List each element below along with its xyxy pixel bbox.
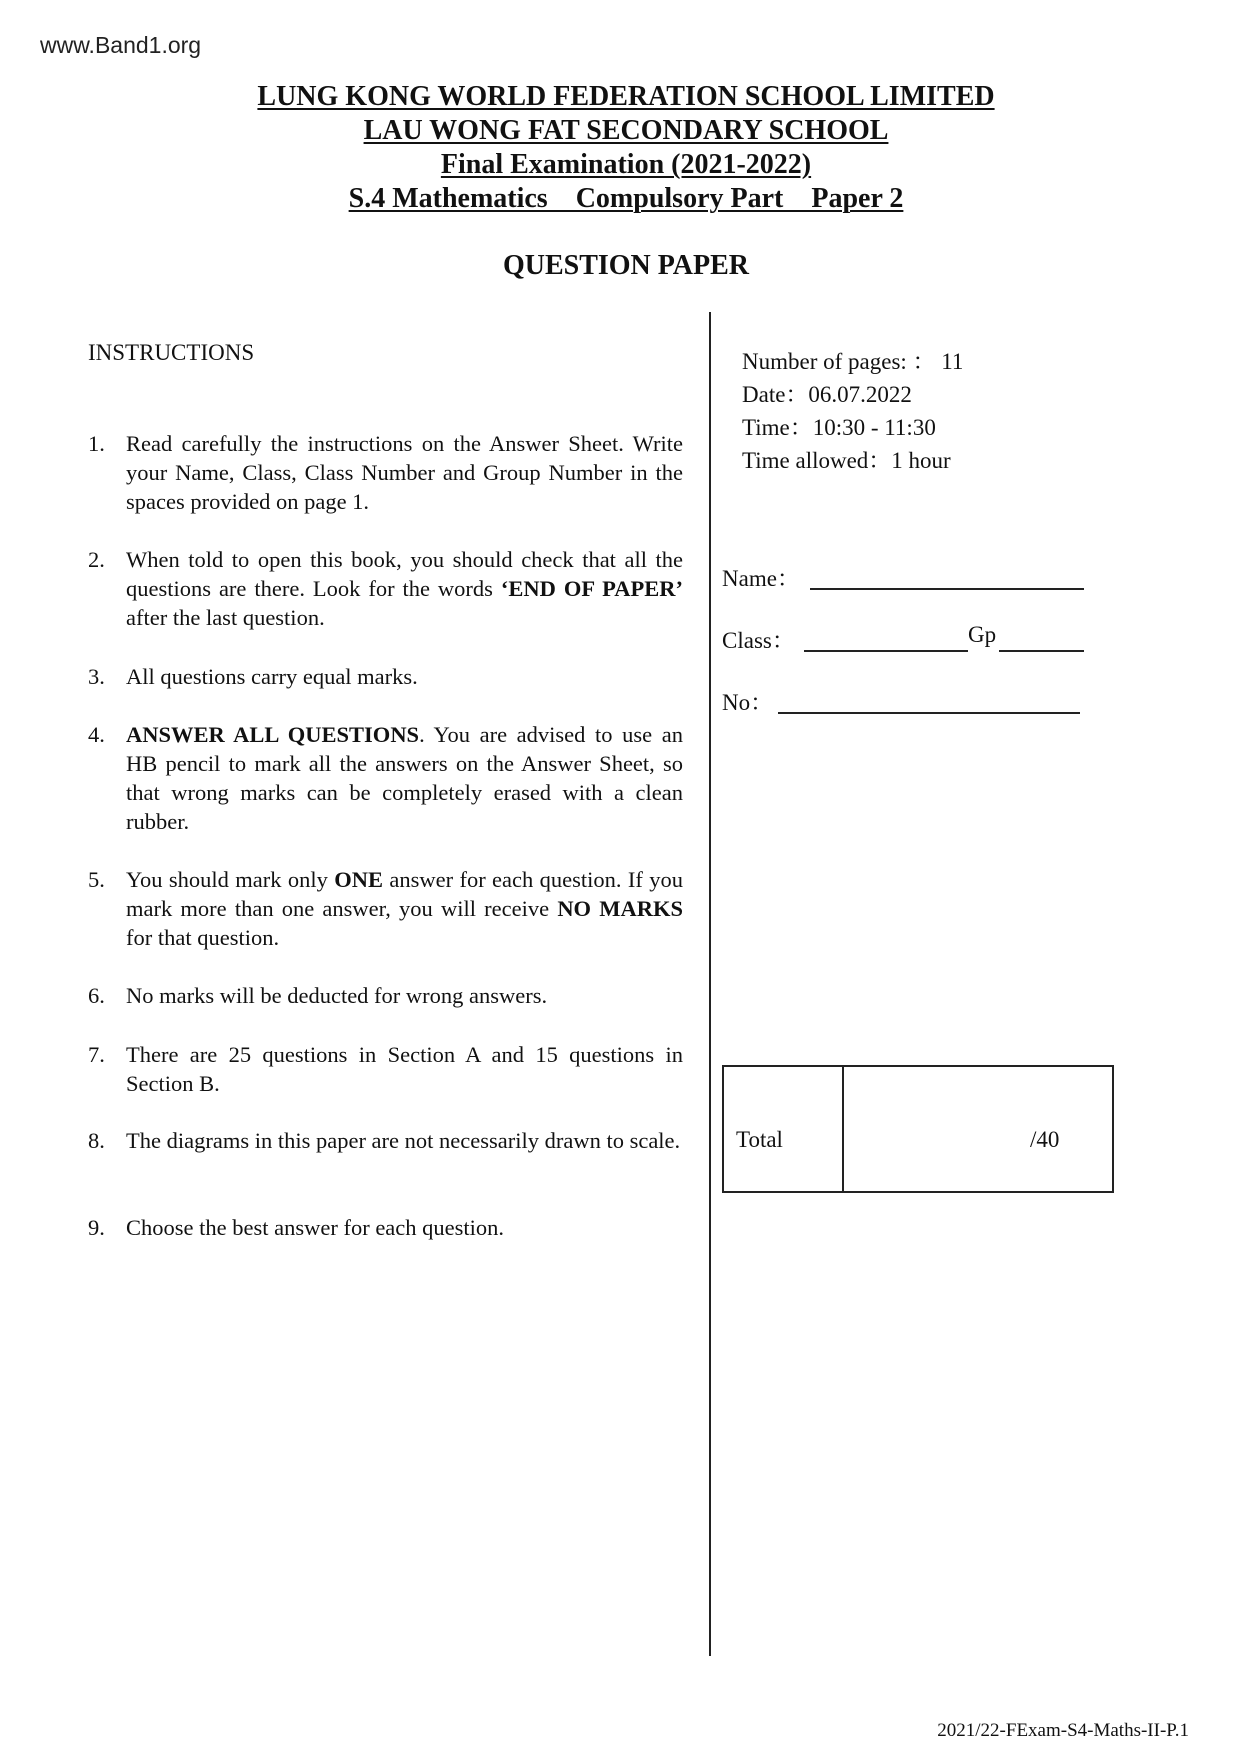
exam-title [0, 148, 1240, 182]
school-title [0, 80, 1240, 114]
exam-name: Final Examination (2021-2022) [440, 149, 812, 180]
number-field[interactable] [722, 684, 1092, 716]
number-label: No： [722, 690, 774, 715]
instruction-item [88, 545, 683, 632]
page-footer: 2021/22-FExam-S4-Maths-II-P.1 [937, 1720, 1189, 1741]
instruction-text: There are 25 questions in Section A and 15 questions in Section B. [126, 1042, 683, 1096]
time-allowed: Time allowed：1 hour [742, 448, 951, 473]
number-line[interactable] [778, 712, 1080, 714]
instruction-number: 7. [88, 1042, 105, 1067]
instruction-number: 5. [88, 867, 105, 892]
school-name: LUNG KONG WORLD FEDERATION SCHOOL LIMITED [257, 81, 995, 112]
group-line[interactable] [999, 650, 1084, 652]
total-box-divider [842, 1067, 844, 1191]
instruction-item [88, 429, 683, 516]
instruction-text: Read carefully the instructions on the Answer Sheet. Write your Name, Class, Class Number and Group Number in the spaces provided on page 1. [126, 431, 683, 514]
name-field[interactable] [722, 560, 1092, 592]
instructions-heading: INSTRUCTIONS [88, 340, 255, 365]
name-line[interactable] [810, 588, 1084, 590]
instruction-item [88, 662, 683, 691]
instruction-text: You should mark only ONE answer for each question. If you mark more than one answer, you will receive NO MARKS for that question. [126, 867, 683, 950]
instruction-item [88, 1126, 683, 1155]
class-label: Class： [722, 628, 795, 653]
subject-name: S.4 Mathematics Compulsory Part Paper 2 [348, 183, 904, 214]
instruction-number: 9. [88, 1215, 105, 1240]
class-line[interactable] [804, 650, 968, 652]
subschool-name: LAU WONG FAT SECONDARY SCHOOL [363, 115, 889, 146]
instruction-item [88, 981, 683, 1010]
instruction-item [88, 865, 683, 952]
instruction-text: Choose the best answer for each question. [126, 1215, 505, 1240]
group-label: Gp [968, 622, 997, 647]
name-label: Name： [722, 566, 800, 591]
total-label: Total [736, 1127, 783, 1152]
instruction-number: 1. [88, 431, 105, 456]
subschool-title [0, 114, 1240, 148]
instruction-text: The diagrams in this paper are not necessarily drawn to scale. [126, 1128, 681, 1153]
exam-time: Time：10:30 - 11:30 [742, 415, 936, 440]
class-field[interactable] [722, 622, 1092, 654]
instruction-item [88, 1040, 683, 1098]
instruction-text: ANSWER ALL QUESTIONS. You are advised to use an HB pencil to mark all the answers on the Answer Sheet, so that wrong marks can be completely erased with a clean rubber. [126, 722, 683, 834]
instruction-number: 2. [88, 547, 105, 572]
watermark: www.Band1.org [40, 32, 202, 58]
instruction-number: 3. [88, 664, 105, 689]
instruction-text: All questions carry equal marks. [126, 664, 418, 689]
instruction-number: 8. [88, 1128, 105, 1153]
total-max: /40 [1030, 1127, 1060, 1152]
instruction-text: No marks will be deducted for wrong answers. [126, 983, 548, 1008]
column-divider [709, 312, 711, 1656]
instruction-number: 4. [88, 722, 105, 747]
number-of-pages: Number of pages: ： 11 [742, 349, 964, 374]
exam-date: Date：06.07.2022 [742, 382, 912, 407]
instruction-number: 6. [88, 983, 105, 1008]
subject-title [0, 182, 1240, 216]
instruction-item [88, 1213, 683, 1242]
instruction-item [88, 720, 683, 836]
total-box [722, 1065, 1114, 1193]
instruction-text: When told to open this book, you should check that all the questions are there. Look for the words ‘END OF PAPER’ after the last question. [126, 547, 683, 630]
paper-type: QUESTION PAPER [502, 250, 750, 281]
